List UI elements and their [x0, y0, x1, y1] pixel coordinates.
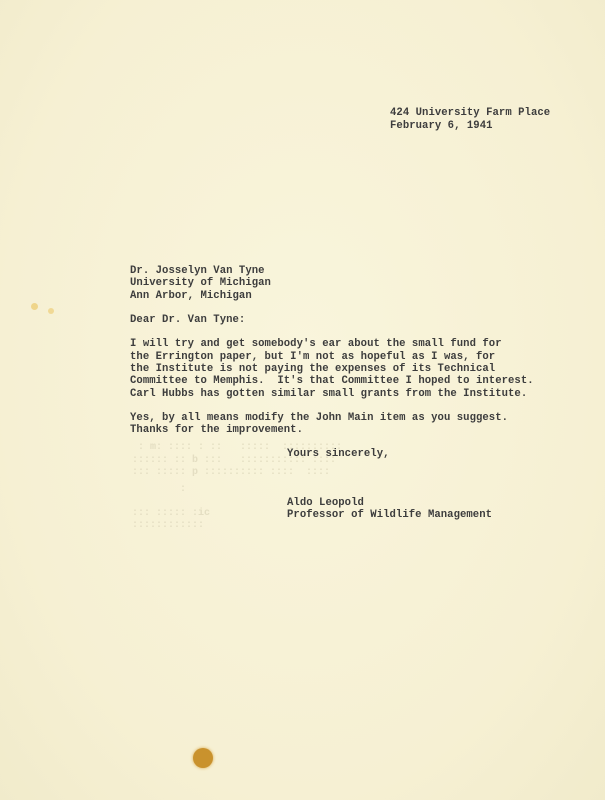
bleed-through-text: : m: :::: : :: ::::: :::::::::: — [120, 442, 343, 453]
signature-title: Professor of Wildlife Management — [287, 509, 493, 521]
body-line: Committee to Memphis. It's that Committee I hoped to interest. — [130, 375, 534, 387]
salutation: Dear Dr. Van Tyne: — [130, 314, 246, 326]
letter-date: February 6, 1941 — [390, 120, 493, 132]
body-line: I will try and get somebody's ear about the small fund for — [130, 338, 502, 350]
body-line: the Institute is not paying the expenses of its Technical — [130, 363, 496, 375]
ink-stain — [193, 748, 213, 768]
sender-address: 424 University Farm Place — [390, 107, 551, 119]
body-line: the Errington paper, but I'm not as hopeful as I was, for — [130, 351, 496, 363]
body-line: Yes, by all means modify the John Main item as you suggest. — [130, 412, 509, 424]
bleed-through-text: :::::: :: b ::: ::::::::::: :::: — [120, 455, 337, 466]
bleed-through-text: :::::::::::: — [120, 520, 205, 531]
closing: Yours sincerely, — [287, 448, 390, 460]
body-line: Thanks for the improvement. — [130, 424, 303, 436]
body-line: Carl Hubbs has gotten similar small grants from the Institute. — [130, 388, 528, 400]
recipient-institution: University of Michigan — [130, 277, 271, 289]
small-stain — [31, 303, 38, 310]
signature-name: Aldo Leopold — [287, 497, 364, 509]
small-stain — [48, 308, 54, 314]
recipient-city: Ann Arbor, Michigan — [130, 290, 252, 302]
bleed-through-text: ::: ::::: p :::::::::: :::: :::: — [120, 467, 331, 478]
bleed-through-text: : — [120, 484, 187, 495]
bleed-through-text: ::: ::::: :ic — [120, 508, 211, 519]
recipient-name: Dr. Josselyn Van Tyne — [130, 265, 265, 277]
